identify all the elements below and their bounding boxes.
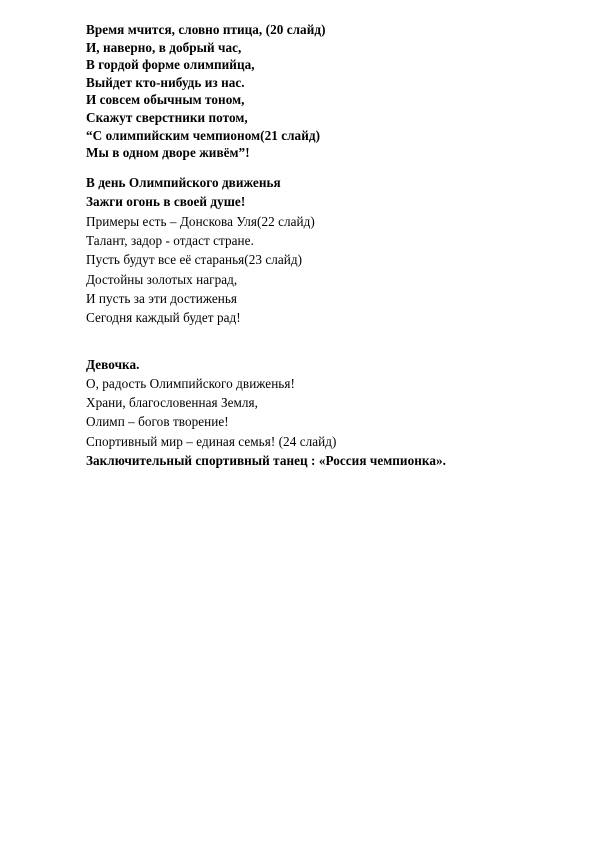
speaker-label: Девочка. [86, 356, 140, 372]
poem-line: И совсем обычным тоном, [86, 92, 245, 108]
poem-line: В день Олимпийского движенья [86, 174, 281, 190]
poem-line: Храни, благословенная Земля, [86, 395, 259, 411]
poem-line: Примеры есть – Донскова Уля(22 слайд) [86, 213, 315, 229]
stanza-3 [86, 355, 566, 470]
poem-line: Пусть будут все её старанья(23 слайд) [86, 252, 303, 268]
poem-line: “С олимпийским чемпионом(21 слайд) [86, 127, 321, 143]
poem-line: И пусть за эти достиженья [86, 291, 238, 307]
stanza-1 [86, 21, 566, 162]
poem-line: Зажги огонь в своей душе! [86, 194, 246, 210]
poem-line: Спортивный мир – единая семья! (24 слайд) [86, 433, 337, 449]
poem-line: И, наверно, в добрый час, [86, 39, 242, 55]
stanza-2 [86, 173, 566, 328]
poem-line: Талант, задор - отдаст стране. [86, 232, 254, 248]
stanza-spacer [86, 328, 566, 355]
poem-line: В гордой форме олимпийца, [86, 57, 255, 73]
poem-line: Время мчится, словно птица, (20 слайд) [86, 22, 326, 37]
poem-text [86, 21, 566, 470]
poem-line: О, радость Олимпийского движенья! [86, 376, 295, 392]
stanza-spacer [86, 162, 566, 173]
poem-line: Достойны золотых наград, [86, 271, 238, 287]
poem-line: Мы в одном дворе живём”! [86, 145, 250, 161]
poem-line: Сегодня каждый будет рад! [86, 310, 241, 326]
poem-line: Выйдет кто-нибудь из нас. [86, 74, 245, 90]
poem-line: Олимп – богов творение! [86, 414, 229, 430]
closing-note: Заключительный спортивный танец : «Россия чемпионка». [86, 452, 446, 468]
poem-line: Скажут сверстники потом, [86, 109, 248, 125]
